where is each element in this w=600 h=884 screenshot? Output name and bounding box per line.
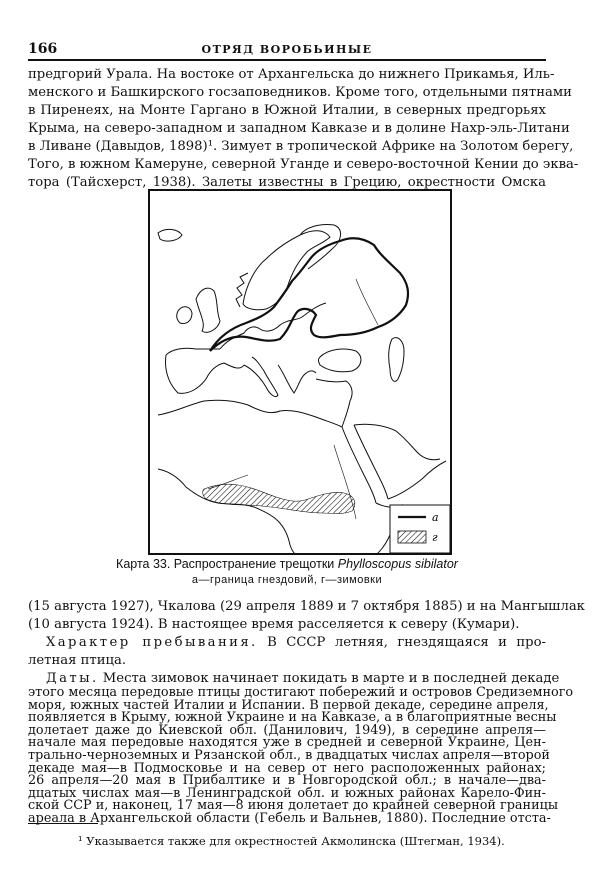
- legend-label-a: а: [432, 511, 439, 524]
- text-line: этого месяца передовые птицы достигают побережий и островов Средиземного: [28, 685, 574, 700]
- page-number: 166: [28, 41, 58, 57]
- text-line: моря, южных частей Италии и Испании. В первой декаде, середине апреля,: [28, 697, 549, 713]
- text-line: декаде мая—в Подмосковье и на север от него расположенных районах;: [28, 760, 546, 776]
- map-caption-legend: а—граница гнездовий, г—зимовки: [191, 574, 383, 586]
- text-line: 26 апреля—20 мая в Прибалтике и в Новгородской обл.; в начале—два-: [28, 773, 546, 789]
- caption-prefix: Карта 33. Распространение трещотки: [116, 557, 338, 571]
- legend-label-g: г: [432, 531, 438, 544]
- text-line: (15 августа 1927), Чкалова (29 апреля 1889 и 7 октября 1885) и на Мангышлак: [28, 599, 585, 614]
- text-line: ской ССР и, наконец, 17 мая—8 июня долетает до крайней северной границы: [28, 798, 559, 814]
- text-line: дцатых числах мая—в Ленинградской обл. и южных районах Карело-Фин-: [28, 785, 546, 801]
- text-line: начале мая передовые находятся уже в средней и северной Украине, Цен-: [28, 735, 546, 751]
- text-line: менского и Башкирского госзаповедников. Кроме того, отдельными пятнами: [28, 85, 572, 100]
- section-heading: Даты.: [46, 671, 99, 686]
- footnote: ¹ Указывается также для окрестностей Акмолинска (Штегман, 1934).: [78, 834, 505, 848]
- text-line: летная птица.: [28, 653, 127, 668]
- legend-swatch-g: [398, 531, 426, 543]
- text-line: Крыма, на северо-западном и западном Кавказе и в долине Нахр-эль-Литани: [28, 121, 570, 136]
- caption-species: Phylloscopus sibilator: [337, 557, 458, 571]
- running-header: [28, 41, 546, 61]
- text-line: долетает даже до Киевской обл. (Данилович, 1949), в середине апреля—: [28, 722, 546, 738]
- map-legend: [390, 505, 450, 553]
- distribution-map: [148, 189, 452, 555]
- text-line: трально-черноземных и Рязанской обл., в двадцатых числах апреля—второй: [28, 748, 550, 763]
- text-line: Того, в южном Камеруне, северной Уганде и северо-восточной Кении до эква-: [28, 157, 579, 172]
- header-rule: [28, 59, 546, 61]
- section-heading: Характер пребывания.: [46, 635, 258, 650]
- map-caption: [28, 557, 546, 571]
- map-border: [149, 190, 451, 554]
- text-line: (10 августа 1924). В настоящее время расселяется к северу (Кумари).: [28, 617, 520, 632]
- text-line: тора (Тайсхерст, 1938). Залеты известны в Грецию, окрестности Омска: [28, 175, 546, 190]
- text-run: В СССР летняя, гнездящаяся и про-: [257, 635, 546, 650]
- text-line: предгорий Урала. На востоке от Архангельска до нижнего Прикамья, Иль-: [28, 67, 555, 82]
- section-character: [46, 634, 546, 652]
- text-line: ареала в Архангельской области (Гебель и Вальнев, 1880). Последние отста-: [28, 811, 551, 826]
- text-line: появляется в Крыму, южной Украине и на Кавказе, а в благоприятные весны: [28, 710, 557, 726]
- text-line: в Ливане (Давыдов, 1898)¹. Зимует в тропической Африке на Золотом берегу,: [28, 139, 574, 154]
- text-line: в Пиренеях, на Монте Гаргано в Южной Италии, в северных предгорьях: [28, 103, 546, 118]
- text-run: Места зимовок начинает покидать в марте и в последней декаде: [98, 671, 560, 686]
- running-title: ОТРЯД ВОРОБЬИНЫЕ: [201, 43, 373, 56]
